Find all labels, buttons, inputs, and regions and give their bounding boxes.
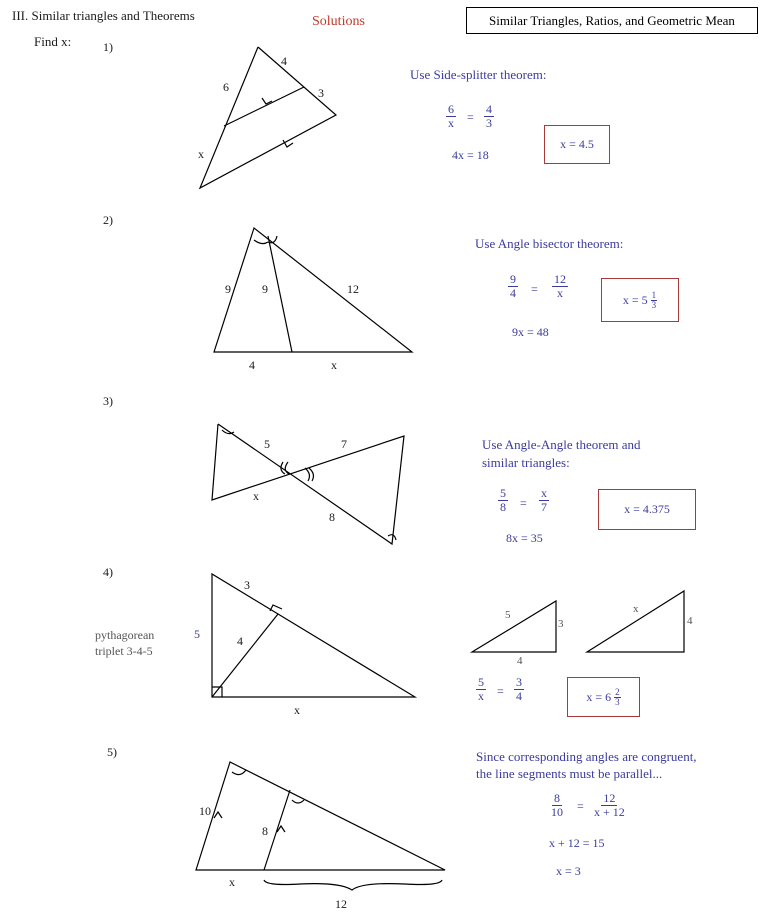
p1-label-side-4: 4 [281, 54, 287, 68]
p3-ratio-right-den: 7 [541, 500, 547, 514]
p1-method: Use Side-splitter theorem: [410, 67, 547, 82]
problem-5-number: 5) [107, 745, 117, 759]
p5-ratio-left-num: 8 [554, 791, 560, 805]
p5-step2: x = 3 [556, 864, 581, 878]
p3-equals: = [520, 496, 527, 510]
figure-5 [196, 762, 445, 890]
p3-method-line2: similar triangles: [482, 455, 570, 470]
p3-label-side-7: 7 [341, 437, 347, 451]
p1-equals: = [467, 110, 474, 124]
p1-answer: x = 4.5 [560, 137, 594, 151]
p2-ratio-right-num: 12 [554, 272, 566, 286]
section-title: III. Similar triangles and Theorems [12, 8, 195, 23]
p5-step1: x + 12 = 15 [549, 836, 605, 850]
problem-4-number: 4) [103, 565, 113, 579]
p1-ratio-right-den: 3 [486, 116, 492, 130]
p4-note-line1: pythagorean [95, 628, 155, 642]
problem-1-number: 1) [103, 40, 113, 54]
p3-label-side-8: 8 [329, 510, 335, 524]
p3-label-side-5: 5 [264, 437, 270, 451]
p5-label-side-10: 10 [199, 804, 211, 818]
p4-ratio-right [514, 676, 524, 703]
p4-answer-frac [614, 688, 621, 707]
p4-ratio-left-den: x [478, 689, 484, 703]
p4-equals: = [497, 684, 504, 698]
p2-label-side-9b: 9 [262, 282, 268, 296]
p5-ratio-right-num: 12 [603, 791, 616, 805]
p1-label-side-x: x [198, 147, 204, 161]
p3-ratio-left [498, 487, 508, 514]
figure-2 [214, 228, 412, 352]
p2-label-base-x: x [331, 358, 337, 372]
p5-ratio-right [592, 792, 627, 819]
p5-equals: = [577, 799, 584, 813]
p5-label-base-x: x [229, 875, 235, 889]
p1-ratio-left-den: x [448, 116, 454, 130]
problem-3-number: 3) [103, 394, 113, 408]
p4-label-base-x: x [294, 703, 300, 717]
p4-small-tri1-hyp: 5 [505, 609, 511, 621]
p2-label-base-4: 4 [249, 358, 255, 372]
p5-method-line1: Since corresponding angles are congruent, [476, 749, 697, 764]
p3-ratio-left-num: 5 [500, 486, 506, 500]
p3-answer: x = 4.375 [624, 502, 670, 516]
figure-3 [212, 424, 404, 544]
header-title: Similar Triangles, Ratios, and Geometric Mean [489, 12, 735, 28]
p2-answer-frac-den: 3 [651, 299, 657, 310]
p2-label-side-9a: 9 [225, 282, 231, 296]
p2-step: 9x = 48 [512, 325, 549, 339]
p1-ratio-right [484, 103, 494, 130]
p4-note-line2: triplet 3-4-5 [95, 644, 153, 658]
p4-small-tri1-leg: 3 [558, 618, 564, 630]
p2-answer-frac-num: 1 [651, 289, 657, 300]
p4-small-tri2-leg: 4 [687, 615, 693, 627]
p4-answer-frac-den: 3 [615, 696, 620, 707]
p5-label-side-8: 8 [262, 824, 268, 838]
solutions-label: Solutions [312, 14, 365, 29]
p3-step: 8x = 35 [506, 531, 543, 545]
p4-ratio-right-den: 4 [516, 689, 522, 703]
p4-small-tri2-hyp: x [633, 603, 639, 615]
p4-label-side-4: 4 [237, 634, 243, 648]
p4-ratio-left [476, 676, 486, 703]
p5-label-base-12: 12 [335, 897, 347, 911]
p5-method-line2: the line segments must be parallel... [476, 766, 663, 781]
p1-label-side-3: 3 [318, 86, 324, 100]
p2-ratio-right-den: x [557, 286, 563, 300]
p4-answer-prefix: x = 6 [586, 689, 612, 704]
p4-small-tri1-base: 4 [517, 655, 523, 667]
p1-label-side-6: 6 [223, 80, 229, 94]
p2-ratio-left-num: 9 [510, 272, 516, 286]
p1-ratio-right-num: 4 [486, 102, 492, 116]
p5-ratio-right-den: x + 12 [594, 805, 625, 819]
p3-ratio-right-num: x [541, 486, 547, 500]
p1-ratio-left-num: 6 [448, 102, 454, 116]
p2-equals: = [531, 282, 538, 296]
problem-2-number: 2) [103, 213, 113, 227]
p3-method-line1: Use Angle-Angle theorem and [482, 437, 641, 452]
figure-1 [200, 47, 336, 188]
p3-label-side-x: x [253, 489, 259, 503]
p2-answer-box [601, 278, 679, 322]
p2-ratio-right [552, 273, 568, 300]
p4-answer-frac-num: 2 [615, 686, 620, 697]
p4-label-side-3: 3 [244, 578, 250, 592]
p2-ratio-left [508, 273, 518, 300]
p1-ratio-left [446, 103, 456, 130]
p4-ratio-left-num: 5 [478, 675, 484, 689]
p2-method: Use Angle bisector theorem: [475, 236, 624, 251]
p5-ratio-left-den: 10 [551, 805, 563, 819]
p4-answer-box [567, 677, 640, 717]
p2-ratio-left-den: 4 [510, 286, 516, 300]
p2-label-side-12: 12 [347, 282, 359, 296]
p1-answer-box [544, 125, 610, 164]
p3-ratio-left-den: 8 [500, 500, 506, 514]
p2-answer-prefix: x = 5 [622, 292, 648, 307]
p1-step: 4x = 18 [452, 148, 489, 162]
find-x-label: Find x: [34, 34, 72, 49]
p5-ratio-left [549, 792, 565, 819]
p2-answer-frac [651, 291, 658, 310]
p4-ratio-right-num: 3 [516, 675, 522, 689]
p3-ratio-right [539, 487, 549, 514]
p3-answer-box [598, 489, 696, 530]
p4-label-side-5: 5 [194, 627, 200, 641]
